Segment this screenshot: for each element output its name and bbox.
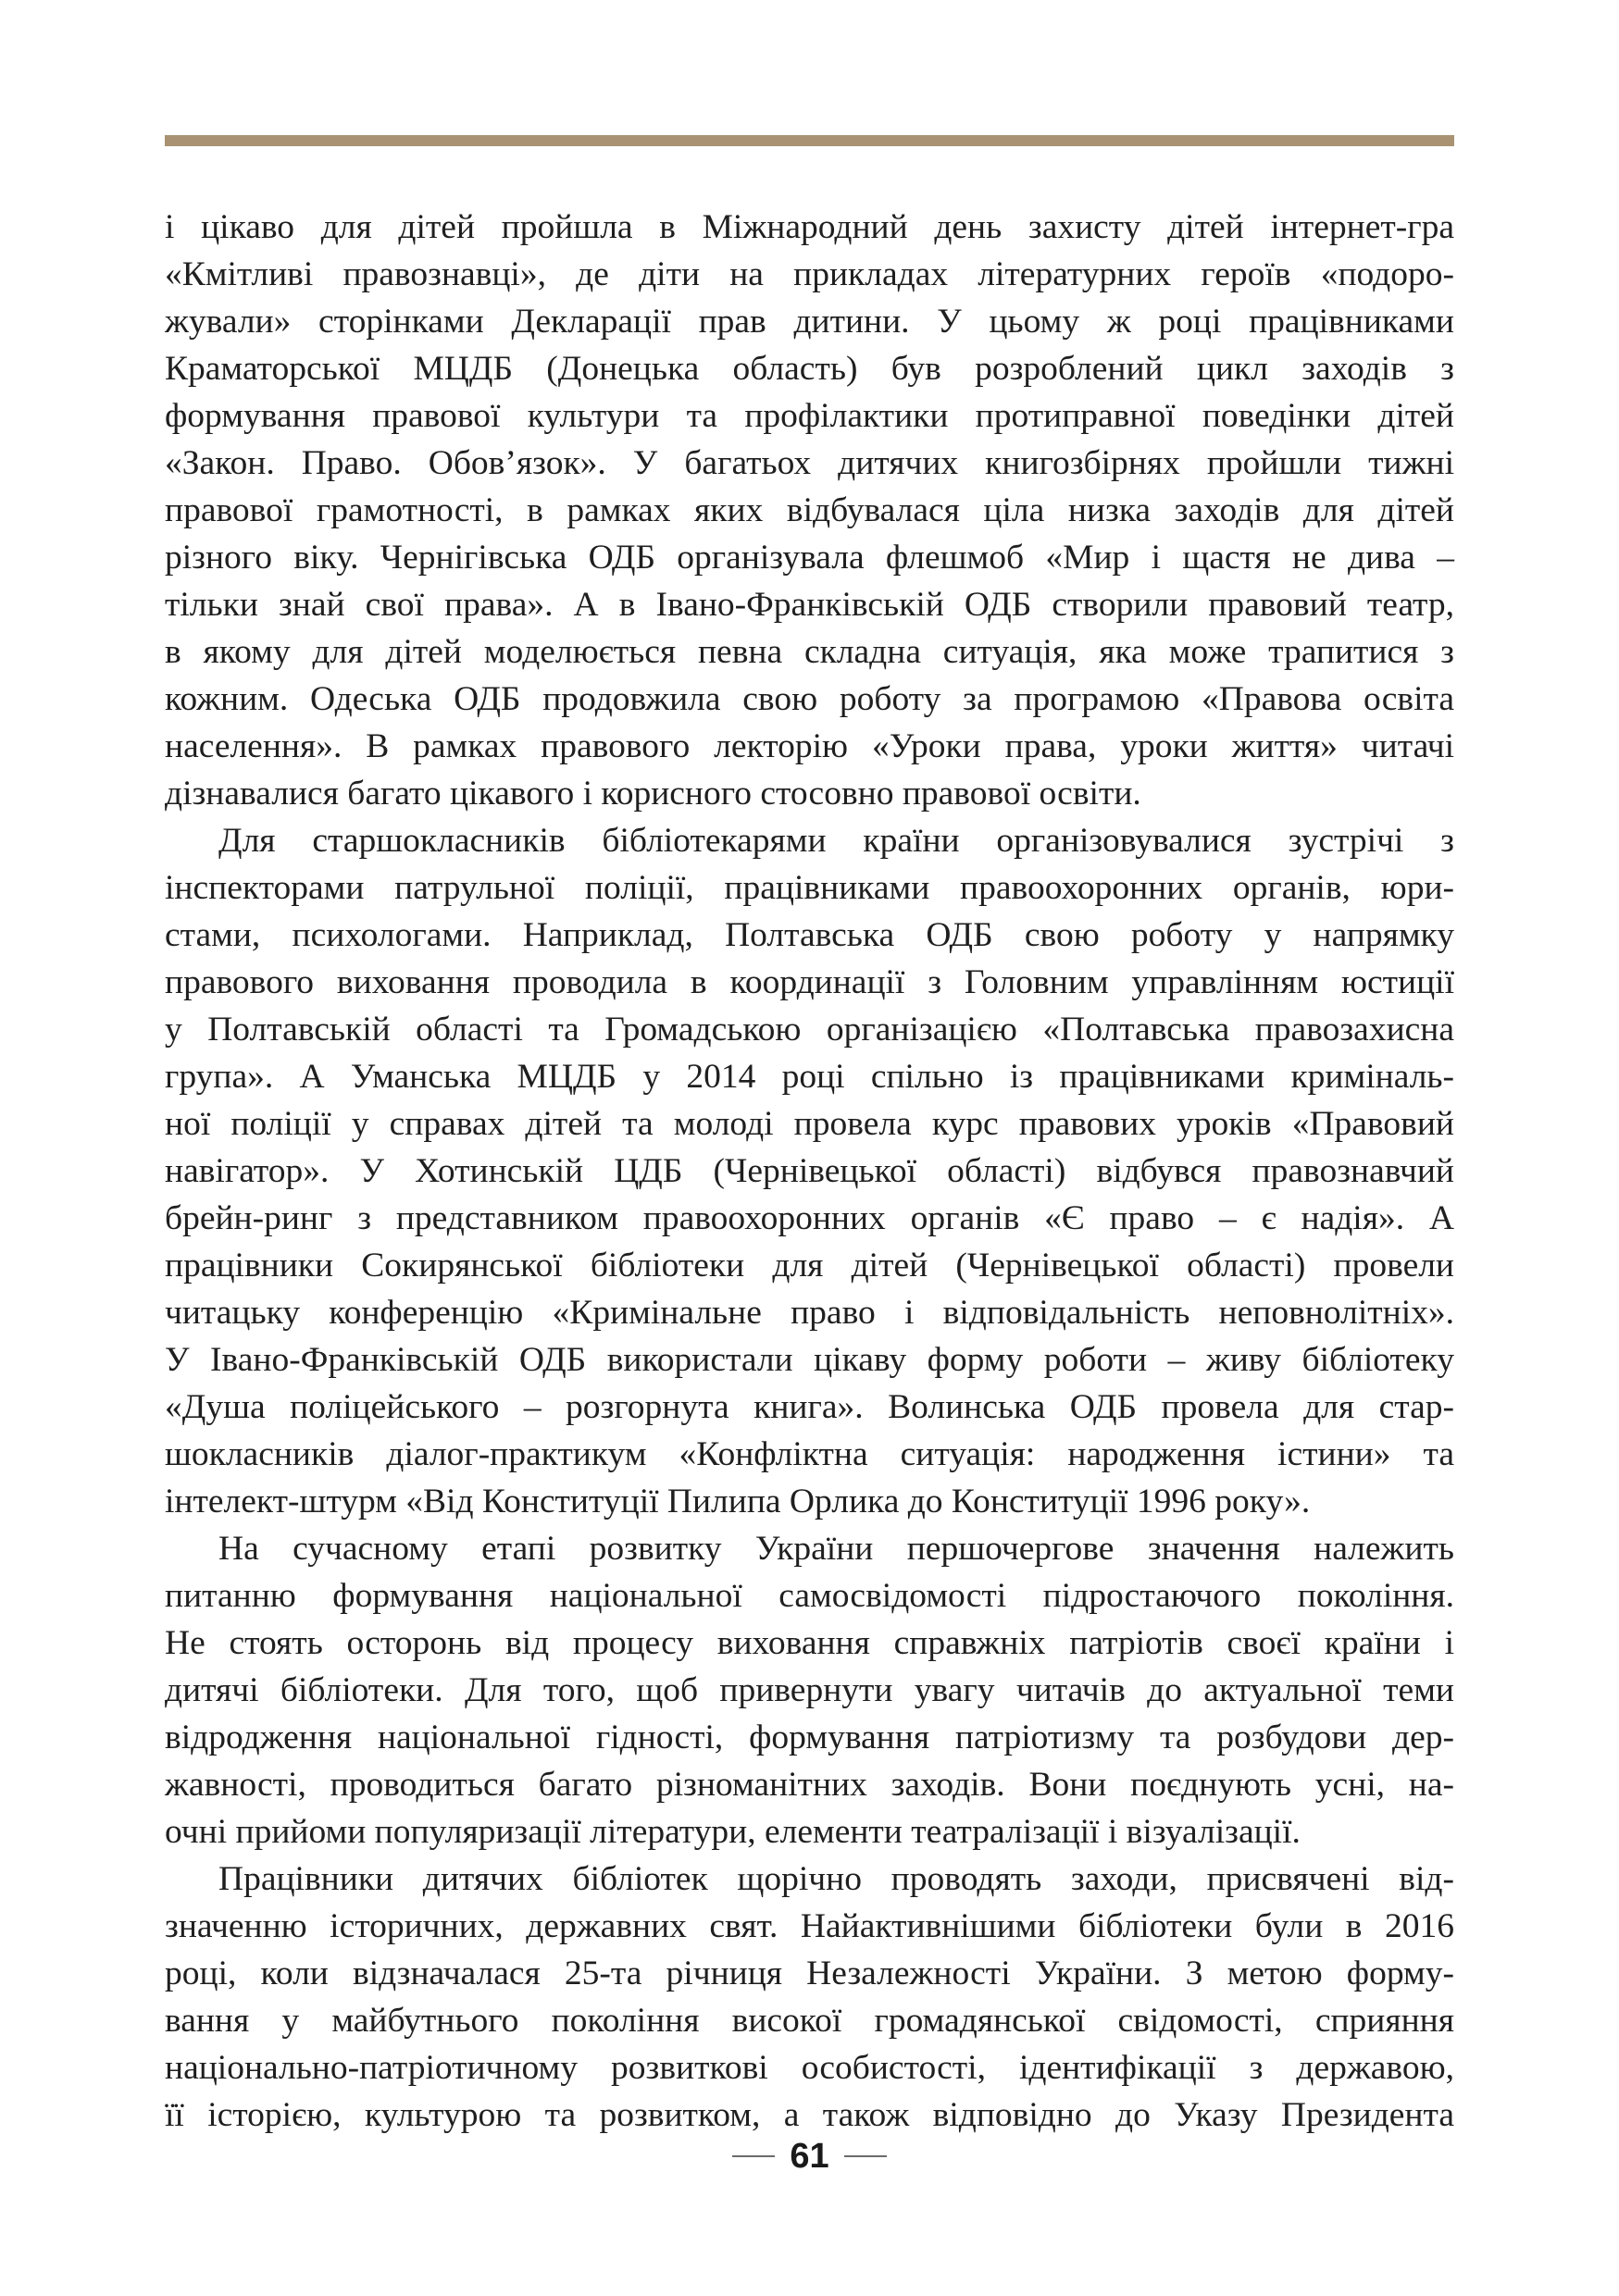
text-line: група». А Уманська МЦДБ у 2014 році спільно із працівниками криміналь- [165, 1058, 1454, 1096]
text-line: Не стоять осторонь від процесу виховання справжніх патріотів своєї країни і [165, 1624, 1454, 1662]
text-line: ної поліції у справах дітей та молоді провела курс правових уроків «Правовий [165, 1105, 1454, 1143]
header-rule [165, 135, 1454, 146]
text-line: в якому для дітей моделюється певна складна ситуація, яка може трапитися з [165, 633, 1454, 671]
text-line: її історією, культурою та розвитком, а також відповідно до Указу Президента [165, 2096, 1454, 2134]
text-line: питанню формування національної самосвідомості підростаючого покоління. [165, 1577, 1454, 1615]
page-number: 61 [790, 2136, 829, 2176]
text-line: Краматорської МЦДБ (Донецька область) був розроблений цикл заходів з [165, 350, 1454, 388]
text-line: дізнавалися багато цікавого і корисного стосовно правової освіти. [165, 775, 1141, 813]
text-line: національно-патріотичному розвиткові особистості, ідентифікації з державою, [165, 2049, 1454, 2087]
text-line: «Кмітливі правознавці», де діти на прикладах літературних героїв «подоро- [165, 255, 1454, 293]
text-line: Для старшокласників бібліотекарями країни організовувалися зустрічі з [218, 822, 1454, 860]
text-line: значенню історичних, державних свят. Найактивнішими бібліотеки були в 2016 [165, 1907, 1454, 1945]
text-line: відродження національної гідності, формування патріотизму та розбудови дер- [165, 1719, 1454, 1756]
text-line: формування правової культури та профілактики протиправної поведінки дітей [165, 397, 1454, 435]
text-line: шокласників діалог-практикум «Конфліктна ситуація: народження істини» та [165, 1435, 1454, 1473]
text-line: жували» сторінками Декларації прав дитини. У цьому ж році працівниками [165, 303, 1454, 341]
text-line: навігатор». У Хотинській ЦДБ (Чернівецької області) відбувся правознавчий [165, 1152, 1454, 1190]
text-line: очні прийоми популяризації літератури, елементи театралізації і візуалізації. [165, 1813, 1301, 1851]
text-line: «Душа поліцейського – розгорнута книга». Волинська ОДБ провела для стар- [165, 1388, 1454, 1426]
text-line: На сучасному етапі розвитку України першочергове значення належить [218, 1530, 1454, 1568]
text-line: жавності, проводиться багато різноманітних заходів. Вони поєднують усні, на- [165, 1766, 1454, 1804]
text-line: вання у майбутнього покоління високої громадянської свідомості, сприяння [165, 2002, 1454, 2040]
text-line: інспекторами патрульної поліції, працівниками правоохоронних органів, юри- [165, 869, 1454, 907]
text-line: працівники Сокирянської бібліотеки для дітей (Чернівецької області) провели [165, 1247, 1454, 1285]
text-line: правової грамотності, в рамках яких відбувалася ціла низка заходів для дітей [165, 491, 1454, 529]
text-line: дитячі бібліотеки. Для того, щоб привернути увагу читачів до актуальної теми [165, 1671, 1454, 1709]
footer-dash-right [844, 2155, 887, 2157]
text-line: році, коли відзначалася 25-та річниця Незалежності України. З метою форму- [165, 1955, 1454, 1992]
text-line: читацьку конференцію «Кримінальне право і відповідальність неповнолітніх». [165, 1294, 1454, 1332]
text-line: «Закон. Право. Обов’язок». У багатьох дитячих книгозбірнях пройшли тижні [165, 444, 1454, 482]
text-line: стами, психологами. Наприклад, Полтавська ОДБ свою роботу у напрямку [165, 916, 1454, 954]
text-line: У Івано-Франківській ОДБ використали цікаву форму роботи – живу бібліотеку [165, 1341, 1454, 1379]
text-line: правового виховання проводила в координації з Головним управлінням юстиції [165, 963, 1454, 1001]
footer-dash-left [732, 2155, 775, 2157]
text-line: у Полтавській області та Громадською організацією «Полтавська правозахисна [165, 1011, 1454, 1049]
text-line: населення». В рамках правового лекторію «Уроки права, уроки життя» читачі [165, 727, 1454, 765]
text-line: різного віку. Чернігівська ОДБ організувала флешмоб «Мир і щастя не дива – [165, 539, 1454, 577]
text-line: тільки знай свої права». А в Івано-Франківській ОДБ створили правовий театр, [165, 586, 1454, 624]
text-line: і цікаво для дітей пройшла в Міжнародний день захисту дітей інтернет-гра [165, 208, 1454, 246]
body-text [165, 204, 1454, 2139]
text-line: Працівники дитячих бібліотек щорічно проводять заходи, присвячені від- [218, 1860, 1454, 1898]
text-line: кожним. Одеська ОДБ продовжила свою роботу за програмою «Правова освіта [165, 680, 1454, 718]
text-line: інтелект-штурм «Від Конституції Пилипа Орлика до Конституції 1996 року». [165, 1483, 1311, 1520]
page-footer [0, 2133, 1619, 2179]
text-line: брейн-ринг з представником правоохоронних органів «Є право – є надія». А [165, 1199, 1454, 1237]
